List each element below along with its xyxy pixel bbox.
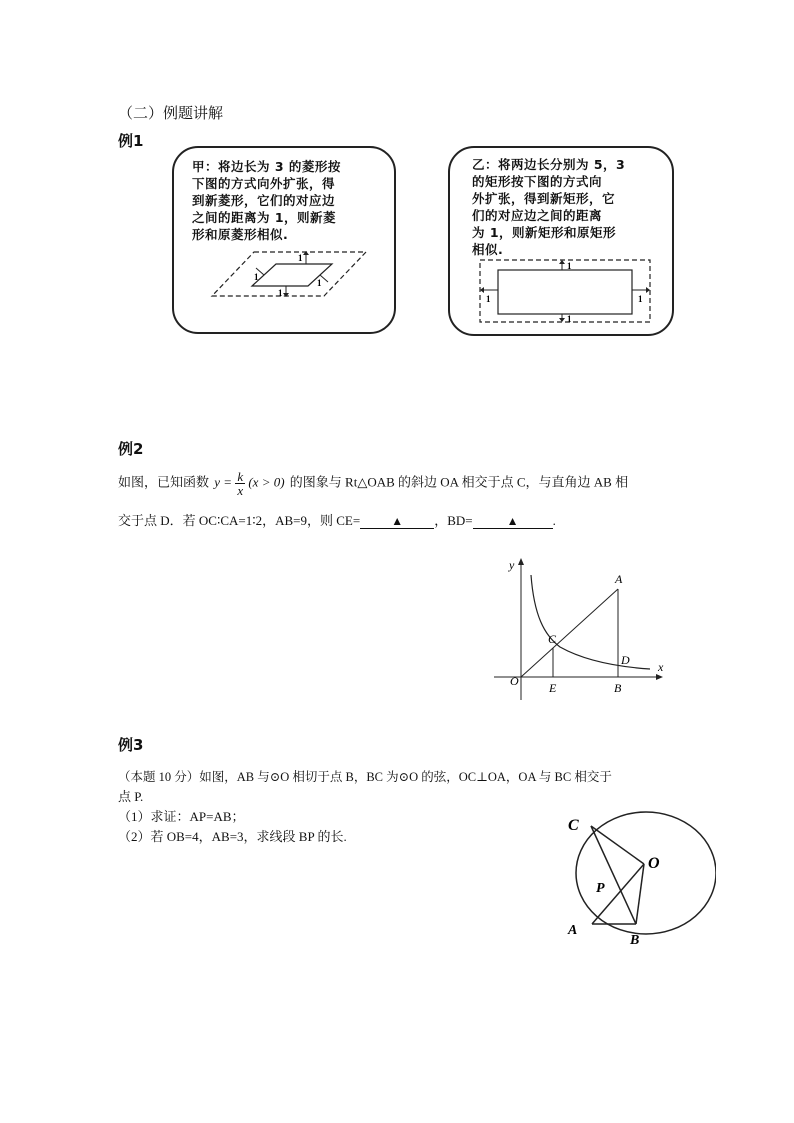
segment-cb bbox=[591, 826, 636, 924]
label-a: A bbox=[568, 923, 578, 938]
card-rectangle-line: 们的对应边之间的距离 bbox=[472, 208, 603, 223]
example3-line2: 点 P. bbox=[118, 789, 144, 804]
dim-label: 1 bbox=[567, 314, 572, 324]
example2-line1-after: 的图象与 Rt△OAB 的斜边 OA 相交于点 C，与直角边 AB 相 bbox=[289, 474, 629, 490]
function-numerator: k bbox=[237, 469, 244, 484]
card-rhombus-text bbox=[192, 158, 392, 243]
function-y: y = bbox=[214, 474, 233, 490]
circle-figure bbox=[556, 810, 716, 950]
function-fraction bbox=[235, 470, 245, 497]
answer-blank-ce[interactable] bbox=[360, 514, 434, 529]
label-b: B bbox=[630, 933, 640, 948]
segment-ob bbox=[636, 864, 644, 924]
card-rectangle-line: 相似. bbox=[472, 242, 504, 257]
card-rhombus bbox=[172, 146, 396, 334]
dim-label: 1 bbox=[567, 261, 572, 271]
card-rectangle-line: 外扩张，得到新矩形，它 bbox=[472, 191, 616, 206]
label-y: y bbox=[509, 558, 515, 572]
label-p: P bbox=[596, 881, 605, 896]
section-heading: （二）例题讲解 bbox=[118, 104, 224, 122]
function-denominator: x bbox=[237, 483, 244, 498]
arrow-bottom-head bbox=[559, 318, 565, 322]
blank-marker: ▲ bbox=[391, 514, 404, 528]
hyperbola-curve bbox=[531, 575, 650, 669]
label-a: A bbox=[615, 572, 623, 586]
arrow-left-head bbox=[480, 287, 484, 293]
inner-rectangle bbox=[498, 270, 632, 314]
card-rhombus-line: 之间的距离为 1，则新菱 bbox=[192, 210, 337, 225]
segment-oa bbox=[521, 589, 618, 677]
card-rectangle-text bbox=[472, 156, 672, 258]
label-c: C bbox=[568, 817, 579, 834]
example3-line1: （本题 10 分）如图，AB 与⊙O 相切于点 B，BC 为⊙O 的弦，OC⊥OA，OA 与 BC 相交于 bbox=[118, 770, 612, 784]
example3-question1: （1）求证：AP=AB； bbox=[118, 809, 245, 824]
outer-rectangle bbox=[480, 260, 650, 322]
label-o: O bbox=[510, 674, 519, 688]
outer-rhombus bbox=[212, 252, 366, 296]
card-rectangle-line: 的矩形按下图的方式向 bbox=[472, 174, 603, 189]
example2-line1-before: 如图，已知函数 bbox=[118, 474, 210, 490]
label-c: C bbox=[548, 632, 557, 646]
dim-label: 1 bbox=[638, 294, 643, 304]
card-rhombus-line: 下图的方式向外扩张，得 bbox=[192, 176, 336, 191]
function-expression bbox=[214, 470, 284, 497]
y-axis-arrow bbox=[518, 558, 524, 565]
example1-label: 例1 bbox=[118, 132, 144, 150]
dim-label: 1 bbox=[298, 253, 303, 263]
blank-marker: ▲ bbox=[506, 514, 519, 528]
example2-label: 例2 bbox=[118, 440, 144, 458]
label-x: x bbox=[658, 660, 664, 674]
example2-line2-end: . bbox=[552, 513, 556, 528]
dim-label: 1 bbox=[254, 272, 259, 282]
example2-line1 bbox=[118, 470, 738, 497]
card-rhombus-line: 甲：将边长为 3 的菱形按 bbox=[192, 159, 341, 174]
label-b: B bbox=[614, 681, 622, 695]
card-rectangle-line: 乙：将两边长分别为 5，3 bbox=[472, 157, 626, 172]
dim-label: 1 bbox=[317, 278, 322, 288]
answer-blank-bd[interactable] bbox=[473, 514, 553, 529]
example2-line2-start: 交于点 D．若 OC∶CA=1∶2，AB=9，则 CE= bbox=[118, 513, 361, 528]
x-axis-arrow bbox=[656, 674, 663, 680]
hyperbola-figure bbox=[490, 555, 670, 705]
rhombus-diagram bbox=[174, 244, 394, 304]
rectangle-diagram bbox=[450, 256, 672, 326]
function-condition: (x > 0) bbox=[248, 474, 285, 490]
card-rhombus-line: 形和原菱形相似. bbox=[192, 227, 289, 242]
label-o: O bbox=[648, 855, 660, 872]
card-rectangle-line: 为 1，则新矩形和原矩形 bbox=[472, 225, 617, 240]
label-d: D bbox=[621, 653, 630, 667]
card-rectangle bbox=[448, 146, 674, 336]
dim-label: 1 bbox=[486, 294, 491, 304]
example2-line2-mid: ，BD= bbox=[434, 513, 473, 528]
card-rhombus-line: 到新菱形，它们的对应边 bbox=[192, 193, 336, 208]
example3-label: 例3 bbox=[118, 736, 144, 754]
dim-label: 1 bbox=[278, 288, 283, 298]
arrow-top-head bbox=[559, 260, 565, 264]
label-e: E bbox=[549, 681, 557, 695]
example3-question2: （2）若 OB=4，AB=3，求线段 BP 的长. bbox=[118, 829, 347, 844]
example2-line2 bbox=[118, 510, 556, 529]
